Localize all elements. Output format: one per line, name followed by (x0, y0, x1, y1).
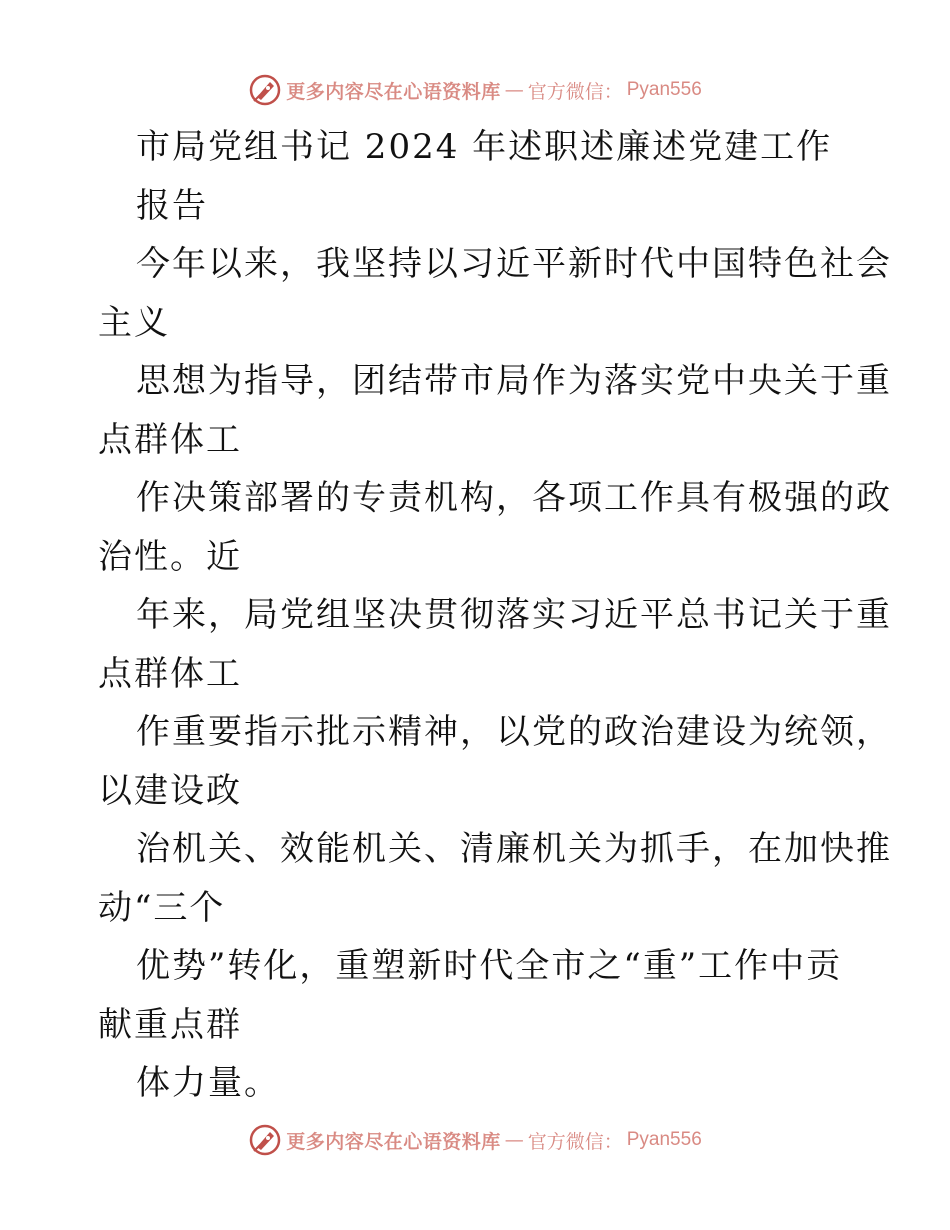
title-line-2: 报告 (136, 185, 208, 226)
text-line: 作决策部署的专责机构，各项工作具有极强的政 (136, 478, 892, 518)
text-line: 治性。近 (98, 536, 242, 577)
banner-separator: — (504, 1129, 524, 1151)
banner-wechat-label: 官方微信： (527, 80, 623, 103)
text-line: 作重要指示批示精神，以党的政治建设为统领， (136, 712, 892, 752)
text-line: 动“三个 (98, 887, 226, 928)
text-line: 以建设政 (98, 770, 242, 811)
text-line: 点群体工 (98, 419, 242, 460)
text-line: 思想为指导，团结带市局作为落实党中央关于重 (136, 361, 892, 401)
text-line: 体力量。 (136, 1063, 280, 1103)
banner-wechat-id: Pyan556 (626, 79, 702, 100)
text-line: 优势”转化，重塑新时代全市之“重”工作中贡 (136, 946, 843, 986)
pen-nib-logo-icon (248, 73, 282, 107)
text-line: 治机关、效能机关、清廉机关为抓手，在加快推 (136, 829, 892, 869)
banner-text: 更多内容尽在心语资料库 (286, 80, 501, 103)
banner-separator: — (504, 79, 524, 101)
header-banner (0, 70, 950, 110)
text-line: 点群体工 (98, 653, 242, 694)
text-line: 今年以来，我坚持以习近平新时代中国特色社会 (136, 244, 892, 284)
text-line: 献重点群 (98, 1004, 242, 1045)
banner-wechat-label: 官方微信： (527, 1130, 623, 1153)
footer-banner (0, 1120, 950, 1160)
text-line: 主义 (98, 302, 170, 343)
text-line: 年来，局党组坚决贯彻落实习近平总书记关于重 (136, 595, 892, 635)
pen-nib-logo-icon (248, 1123, 282, 1157)
title-line-1: 市局党组书记 2024 年述职述廉述党建工作 (136, 127, 833, 167)
banner-text: 更多内容尽在心语资料库 (286, 1130, 501, 1153)
document-body (98, 118, 892, 1113)
banner-wechat-id: Pyan556 (626, 1129, 702, 1150)
